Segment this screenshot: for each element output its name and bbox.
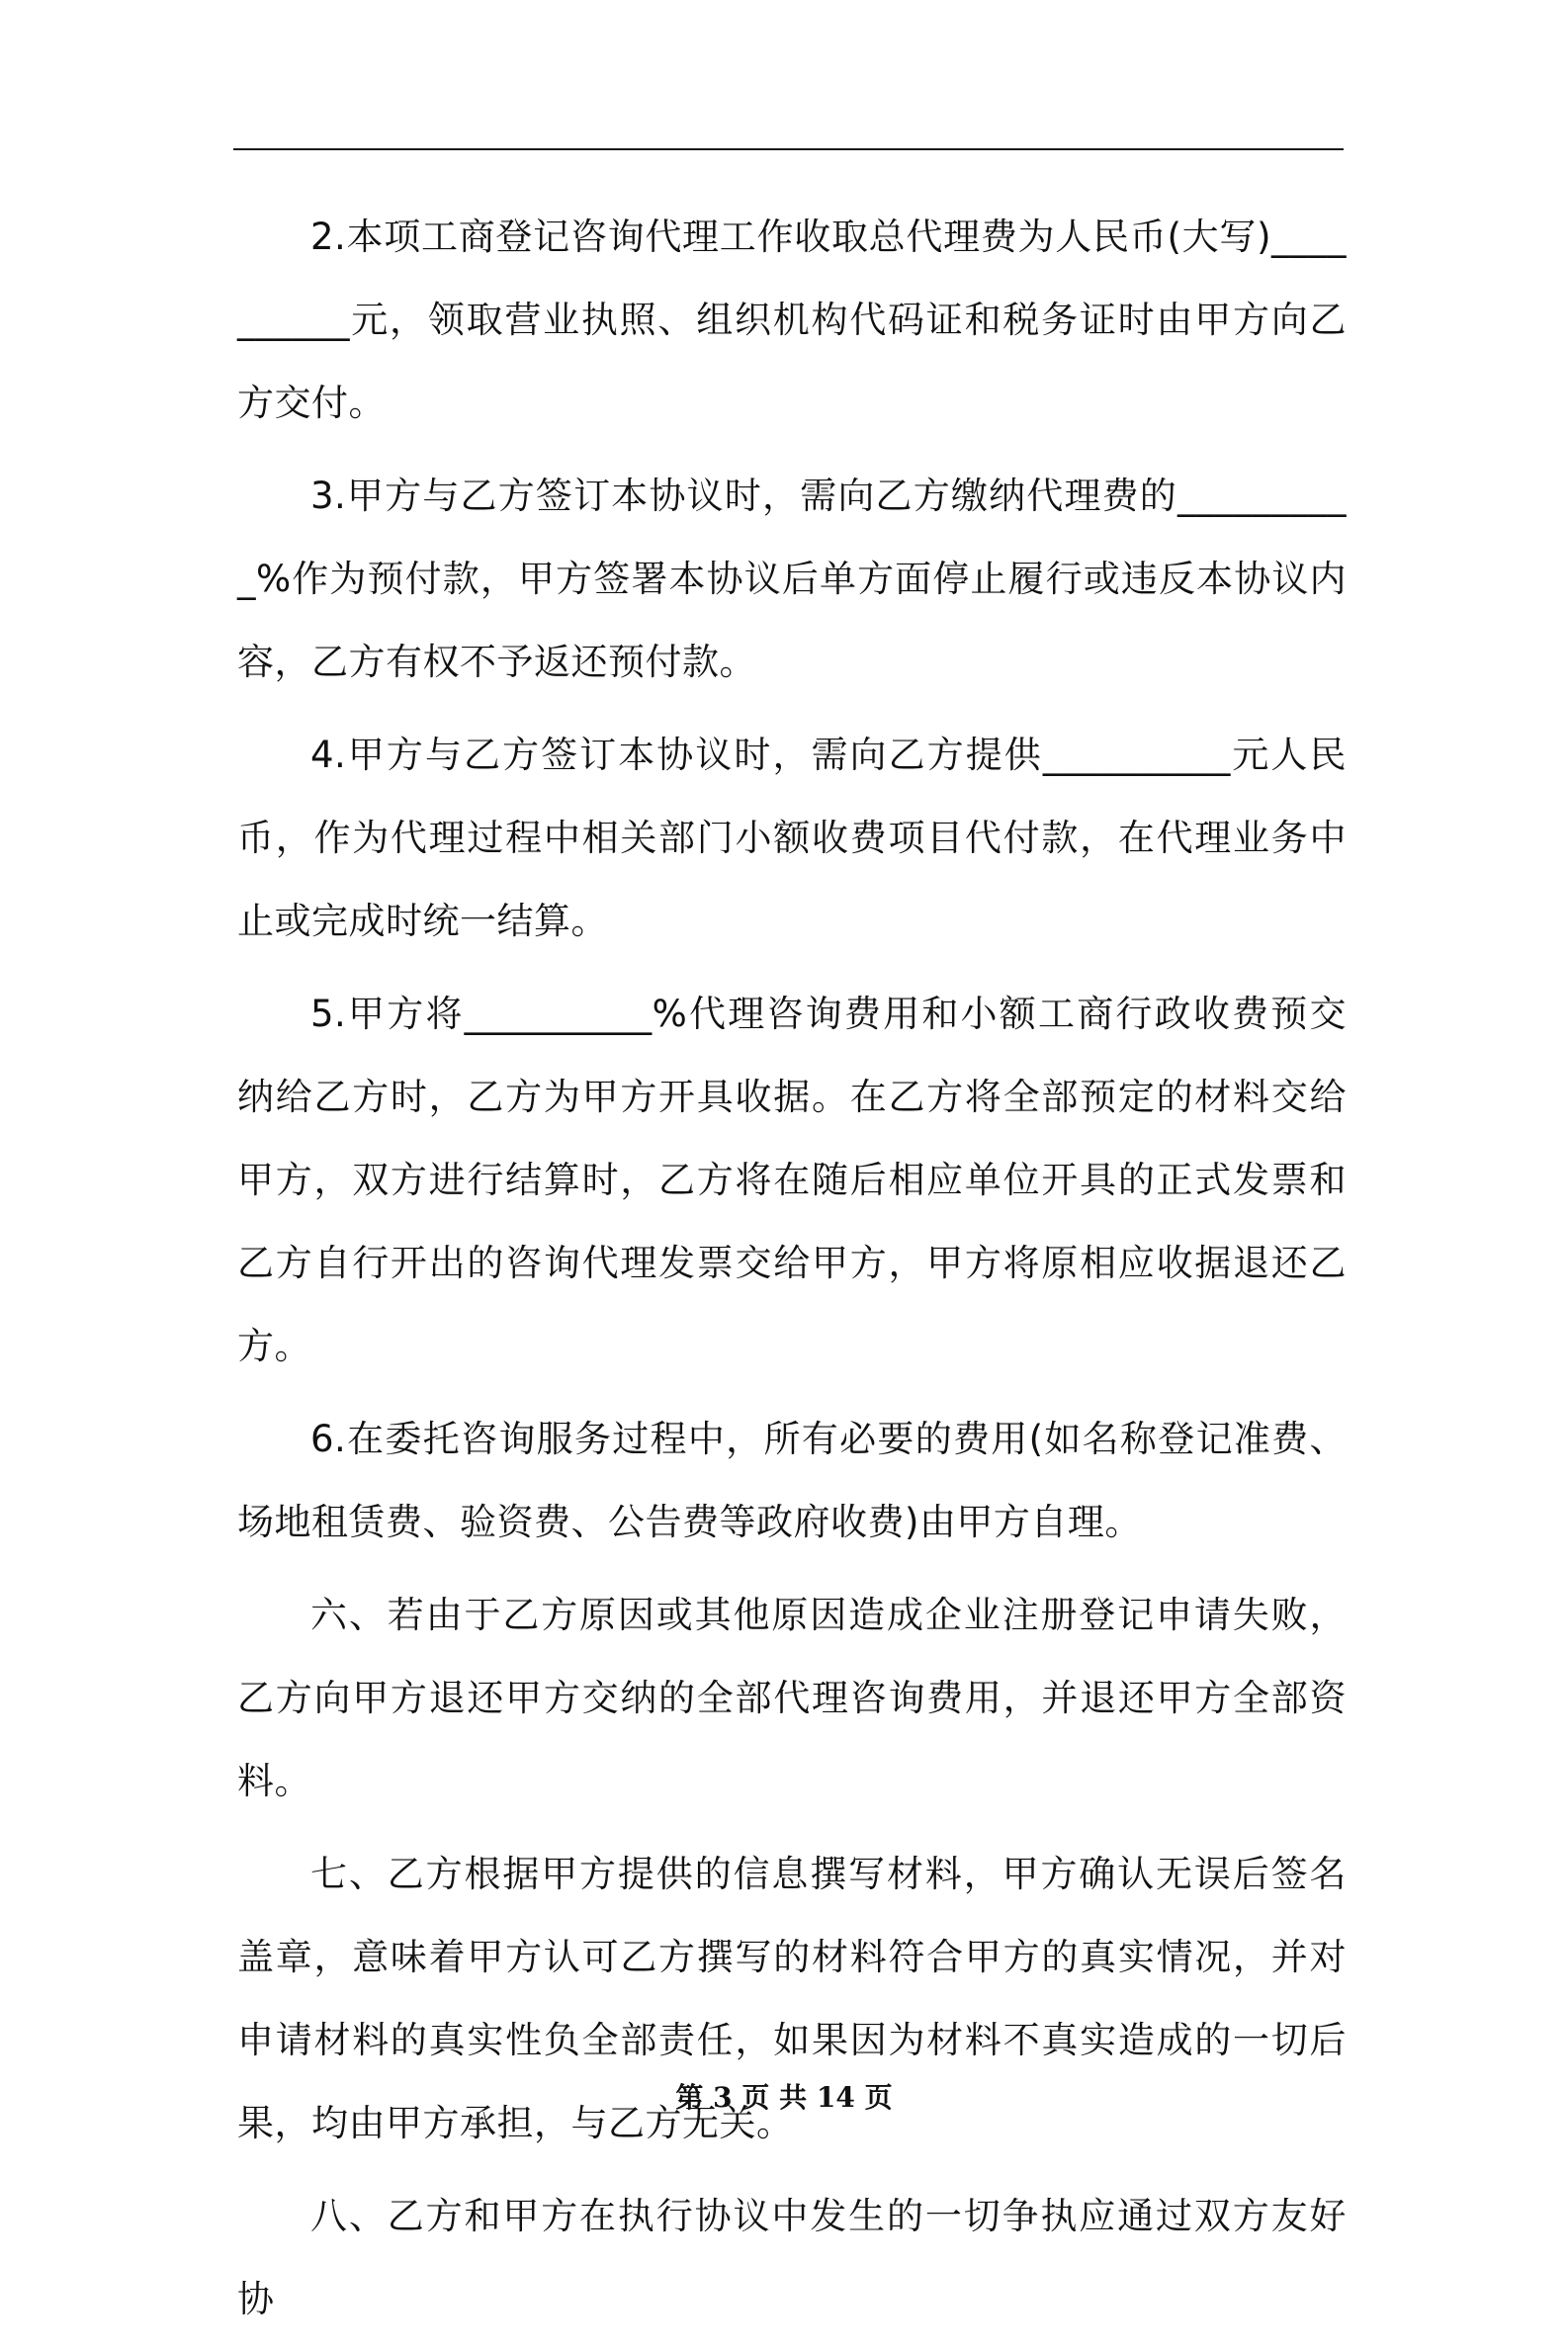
header-rule (233, 148, 1344, 150)
clause-6-expenses: 6.在委托咨询服务过程中，所有必要的费用(如名称登记准费、场地租赁费、验资费、公告费等政府收费)由甲方自理。 (237, 1418, 1347, 1543)
clause-2-fee: 2.本项工商登记咨询代理工作收取总代理费为人民币(大写)__________元，领取营业执照、组织机构代码证和税务证时由甲方向乙方交付。 (237, 216, 1347, 424)
section-8-disputes: 八、乙方和甲方在执行协议中发生的一切争执应通过双方友好协 (237, 2195, 1347, 2320)
clause-5-receipt: 5.甲方将__________%代理咨询费用和小额工商行政收费预交纳给乙方时，乙方为甲方开具收据。在乙方将全部预定的材料交给甲方，双方进行结算时，乙方将在随后相应单位开具的正式发票和乙方自行开出的咨询代理发票交给甲方，甲方将原相应收据退还乙方。 (237, 993, 1347, 1367)
clause-4-advance: 4.甲方与乙方签订本协议时，需向乙方提供__________元人民币，作为代理过程中相关部门小额收费项目代付款，在代理业务中止或完成时统一结算。 (237, 734, 1347, 942)
section-6-refund: 六、若由于乙方原因或其他原因造成企业注册登记申请失败，乙方向甲方退还甲方交纳的全部代理咨询费用，并退还甲方全部资料。 (237, 1594, 1347, 1802)
section-7-materials: 七、乙方根据甲方提供的信息撰写材料，甲方确认无误后签名盖章，意味着甲方认可乙方撰写的材料符合甲方的真实情况，并对申请材料的真实性负全部责任，如果因为材料不真实造成的一切后果，均由甲方承担，与乙方无关。 (237, 1853, 1347, 2144)
document-body (237, 196, 1347, 2351)
clause-3-prepayment: 3.甲方与乙方签订本协议时，需向乙方缴纳代理费的__________%作为预付款，甲方签署本协议后单方面停止履行或违反本协议内容，乙方有权不予返还预付款。 (237, 475, 1347, 683)
page-number: 第 3 页 共 14 页 (675, 2081, 893, 2114)
